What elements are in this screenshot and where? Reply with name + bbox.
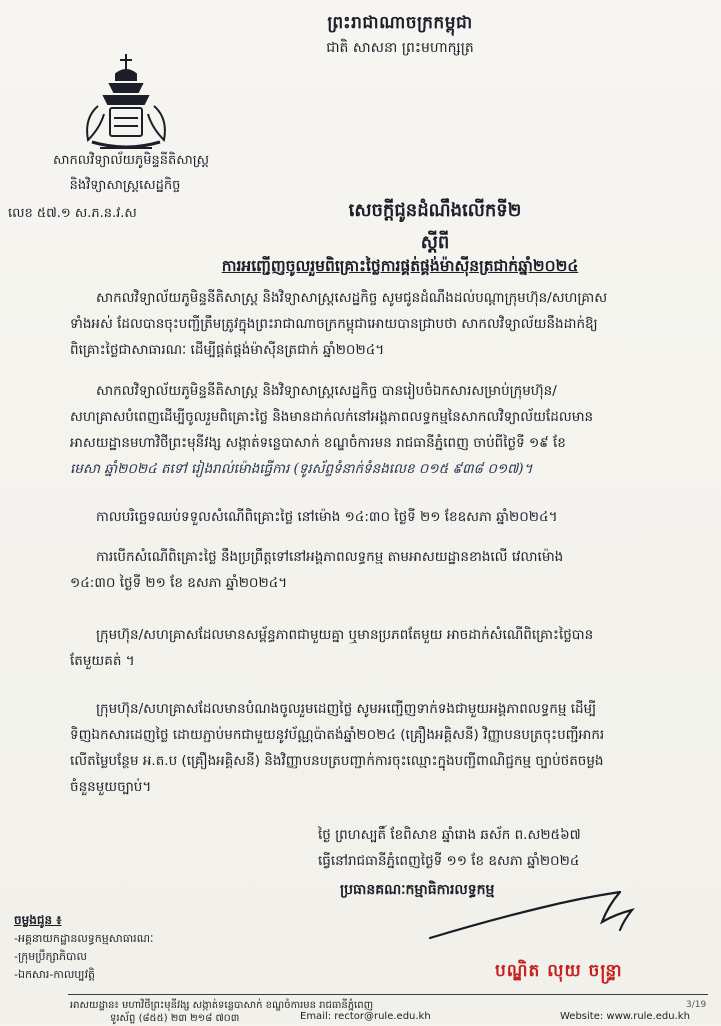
cc-item: -ឯកសារ-កាលប្បវត្តិ bbox=[14, 968, 96, 981]
handwritten-signature-icon bbox=[420, 880, 660, 950]
notice-title: សេចក្តីជូនដំណឹងលើកទី២ bbox=[348, 200, 522, 221]
paragraph-line: ទាំងអស់ ដែលបានចុះបញ្ជីត្រឹមត្រូវក្នុងព្រះរាជាណាចក្រកម្ពុជាអោយបានជ្រាបថា សាកលវិទ្យាល័យនឹងដាក់ឱ្យ bbox=[70, 316, 598, 332]
paragraph-line: ចំនួនមួយច្បាប់។ bbox=[70, 779, 152, 795]
paragraph-6 bbox=[70, 696, 690, 800]
university-name: សាកលវិទ្យាល័យភូមិន្ទនីតិសាស្ត្រ bbox=[52, 153, 210, 168]
footer-address: អាសយដ្ឋាន៖ មហាវិថីព្រះមុនីវង្ស សង្កាត់ទន្លេបាសាក់ ខណ្ឌចំការមន រាជធានីភ្នំពេញ bbox=[70, 1000, 374, 1011]
cc-item: -អគ្គនាយកដ្ឋានលទ្ធកម្មសាធារណៈ bbox=[14, 932, 154, 945]
university-logo-icon bbox=[70, 48, 182, 158]
paragraph-line: សាកលវិទ្យាល័យភូមិន្ទនីតិសាស្ត្រ និងវិទ្យាសាស្ត្រសេដ្ឋកិច្ច បានរៀបចំឯកសារសម្រាប់ក្រុមហ៊ុន/ bbox=[96, 383, 557, 399]
paragraph-line: លើតម្លៃបន្ថែម អ.ត.ប (គ្រឿងអគ្គិសនី) និងវិញ្ញាបនបត្របញ្ជាក់ការចុះឈ្មោះក្នុងបញ្ជីពាណិជ្ជកម្ម ច្បាប់ថតចម្លង bbox=[70, 753, 604, 769]
national-motto: ជាតិ សាសនា ព្រះមហាក្សត្រ bbox=[326, 40, 474, 56]
paragraph-1 bbox=[70, 285, 690, 363]
paragraph-2 bbox=[70, 378, 690, 482]
paragraph-line: កាលបរិច្ឆេទឈប់ទទួលសំណើពិគ្រោះថ្លៃ នៅម៉ោង ១៤:៣០ ថ្ងៃទី ២១ ខែឧសភា ឆ្នាំ២០២៤។ bbox=[96, 509, 558, 525]
paragraph-line: សាកលវិទ្យាល័យភូមិន្ទនីតិសាស្ត្រ និងវិទ្យាសាស្ត្រសេដ្ឋកិច្ច សូមជូនដំណឹងដល់បណ្តាក្រុមហ៊ុន/សហគ្រាស bbox=[96, 290, 608, 306]
paragraph-line: មេសា ឆ្នាំ២០២៤ តទៅ រៀងរាល់ម៉ោងធ្វើការ (ទូរស័ព្ទទំនាក់ទំនងលេខ ០១៥ ៩៣៨ ០១៧)។ bbox=[70, 461, 533, 477]
kingdom-heading: ព្រះរាជាណាចក្រកម្ពុជា bbox=[327, 13, 473, 33]
footer-divider bbox=[68, 994, 708, 995]
notice-subject: ការអញ្ជើញចូលរួមពិគ្រោះថ្លៃការផ្គត់ផ្គង់ម៉ាស៊ីនត្រជាក់ឆ្នាំ២០២៤ bbox=[221, 257, 579, 275]
paragraph-line: ការបើកសំណើពិគ្រោះថ្លៃ នឹងប្រព្រឹត្តទៅនៅអង្គភាពលទ្ធកម្ម តាមអាសយដ្ឋានខាងលើ វេលាម៉ោង bbox=[96, 549, 564, 565]
cc-heading: ចម្លងជូន ៖ bbox=[14, 913, 62, 927]
paragraph-line: តែមួយគត់ ។ bbox=[70, 653, 135, 669]
paragraph-line: ១៤:៣០ ថ្ងៃទី ២១ ខែ ឧសភា ឆ្នាំ២០២៤។ bbox=[70, 575, 288, 591]
notice-subject-label: ស្តីពី bbox=[420, 232, 450, 253]
footer-website[interactable]: Website: www.rule.edu.kh bbox=[560, 1011, 690, 1022]
signatory-name: បណ្ឌិត លុយ ចន្ទ្រា bbox=[495, 961, 623, 981]
paragraph-4 bbox=[70, 544, 690, 596]
paragraph-3 bbox=[70, 504, 690, 530]
paragraph-5 bbox=[70, 622, 690, 674]
paragraph-line: ក្រុមហ៊ុន/សហគ្រាសដែលមានសម្ព័ន្ធភាពជាមួយគ្នា ឬមានប្រភពតែមួយ អាចដាក់សំណើពិគ្រោះថ្លៃបាន bbox=[96, 627, 594, 643]
reference-number: លេខ ៥៧.១ ស.ភ.ន.វ.ស bbox=[8, 206, 137, 221]
paragraph-line: សហគ្រាសបំពេញដើម្បីចូលរួមពិគ្រោះថ្លៃ និងមានដាក់លក់នៅអង្គភាពលទ្ធកម្មនៃសាកលវិទ្យាល័យដែលមាន bbox=[70, 409, 594, 425]
cc-item: -ក្រុមប្រឹក្សាភិបាល bbox=[14, 950, 87, 963]
paragraph-line: ពិគ្រោះថ្លៃជាសាធារណៈ ដើម្បីផ្គត់ផ្គង់ម៉ាស៊ីនត្រជាក់ ឆ្នាំ២០២៤។ bbox=[70, 342, 385, 358]
lunar-date: ថ្ងៃ ព្រហស្បតិ៍ ខែពិសាខ ឆ្នាំរោង ឆស័ក ព.ស២៥៦៧ bbox=[318, 827, 581, 843]
page-mark: 3/19 bbox=[686, 1000, 707, 1010]
solar-date: ធ្វើនៅរាជធានីភ្នំពេញថ្ងៃទី ១១ ខែ ឧសភា ឆ្នាំ២០២៤ bbox=[318, 853, 580, 869]
paragraph-line: ទិញឯកសារដេញថ្លៃ ដោយភ្ជាប់មកជាមួយនូវប័ណ្ណប៉ាតង់ឆ្នាំ២០២៤ (គ្រឿងអគ្គិសនី) វិញ្ញាបនបត្រចុះបញ្ជីអាករ bbox=[70, 727, 605, 743]
footer-email[interactable]: Email: rector@rule.edu.kh bbox=[300, 1011, 431, 1022]
footer-phone: ទូរស័ព្ទ (៨៥៥) ២៣ ២១៨ ៧០៣ bbox=[110, 1013, 240, 1024]
paragraph-line: ក្រុមហ៊ុន/សហគ្រាសដែលមានបំណងចូលរួមដេញថ្លៃ សូមអញ្ជើញទាក់ទងជាមួយអង្គភាពលទ្ធកម្ម ដើម្បី bbox=[96, 701, 597, 717]
faculty-name: និងវិទ្យាសាស្ត្រសេដ្ឋកិច្ច bbox=[69, 178, 181, 193]
signatory-title: ប្រធានគណៈកម្មាធិការលទ្ធកម្ម bbox=[340, 882, 495, 898]
paragraph-line: អាសយដ្ឋានមហាវិថីព្រះមុនីវង្ស សង្កាត់ទន្លេបាសាក់ ខណ្ឌចំការមន រាជធានីភ្នំពេញ ចាប់ពីថ្ងៃទី ១៩ ខែ bbox=[70, 435, 566, 451]
